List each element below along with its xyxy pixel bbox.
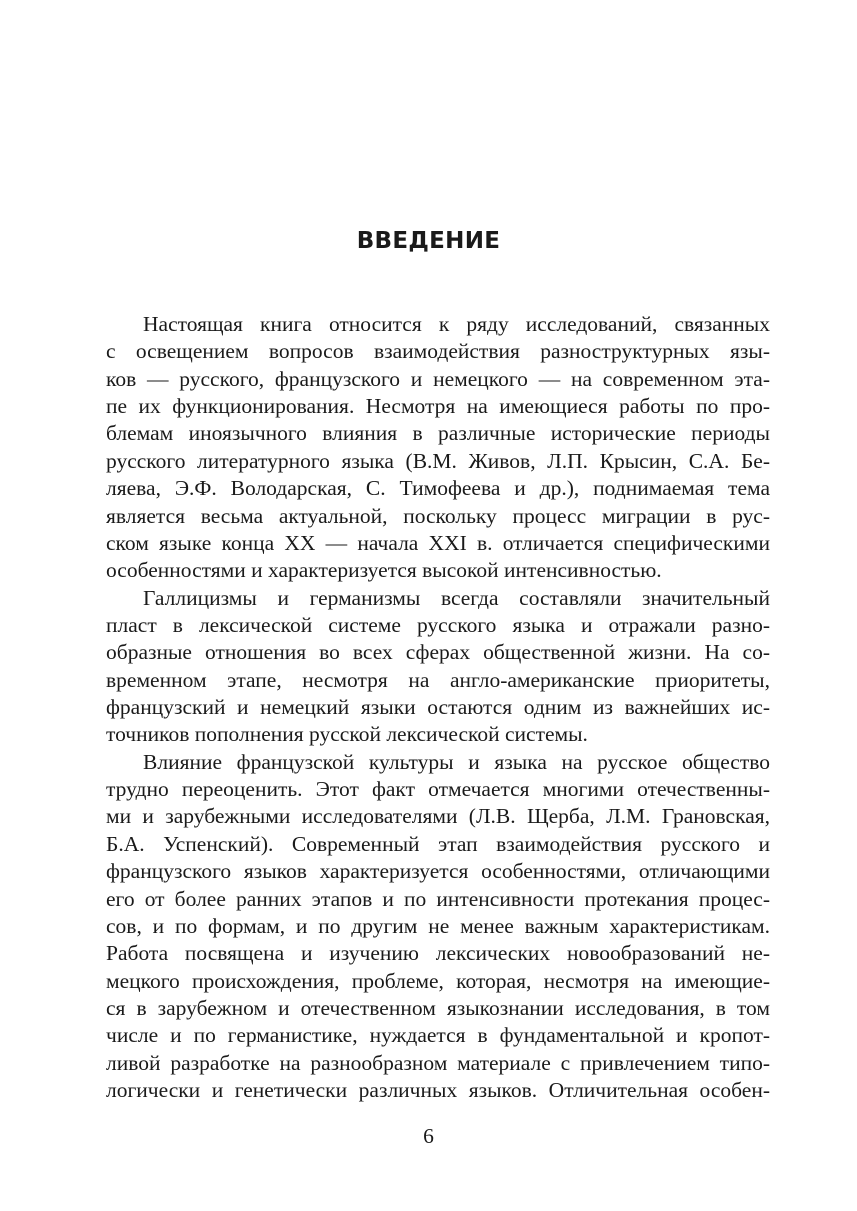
text-line: особенностями и характеризуется высокой интенсивностью. — [106, 558, 662, 583]
text-line: Б.А. Успенский). Современный этап взаимодействия русского и — [106, 831, 770, 856]
text-line: Работа посвящена и изучению лексических новообразований не- — [106, 941, 770, 966]
text-line: Влияние французской культуры и языка на русское общество — [143, 749, 770, 774]
text-line: мецкого происхождения, проблеме, которая, несмотря на имеющие- — [106, 968, 770, 993]
text-line: с освещением вопросов взаимодействия разноструктурных язы- — [106, 339, 770, 364]
text-line: ливой разработке на разнообразном материале с привлечением типо- — [106, 1050, 770, 1075]
text-line: французского языков характеризуется особенностями, отличающими — [106, 859, 770, 884]
text-line: ся в зарубежном и отечественном языкознании исследования, в том — [106, 995, 770, 1020]
text-line: русского литературного языка (В.М. Живов, Л.П. Крысин, С.А. Бе- — [106, 448, 770, 473]
text-line: блемам иноязычного влияния в различные исторические периоды — [106, 421, 770, 446]
paragraph — [106, 311, 770, 585]
text-line: логически и генетически различных языков. Отличительная особен- — [106, 1078, 770, 1103]
text-line: точников пополнения русской лексической системы. — [106, 722, 588, 747]
text-line: ков — русского, французского и немецкого — на современном эта- — [106, 366, 770, 391]
text-line: пласт в лексической системе русского языка и отражали разно- — [106, 612, 770, 637]
body-text — [106, 311, 770, 1104]
text-line: пе их функционирования. Несмотря на имеющиеся работы по про- — [106, 394, 770, 419]
text-line: Настоящая книга относится к ряду исследований, связанных — [143, 312, 770, 336]
text-line: трудно переоценить. Этот факт отмечается многими отечественны- — [106, 777, 770, 802]
text-line: ляева, Э.Ф. Володарская, С. Тимофеева и др.), поднимаемая тема — [106, 476, 770, 501]
paragraph — [106, 749, 770, 1105]
page-number: 6 — [423, 1124, 434, 1148]
text-line: французский и немецкий языки остаются одним из важнейших ис- — [106, 695, 770, 720]
text-line: образные отношения во всех сферах общественной жизни. На со- — [106, 640, 770, 665]
paragraph — [106, 585, 770, 749]
text-line: Галлицизмы и германизмы всегда составляли значительный — [143, 585, 770, 610]
text-line: является весьма актуальной, поскольку процесс миграции в рус- — [106, 503, 770, 528]
text-line: ском языке конца XX — начала XXI в. отличается специфическими — [106, 530, 770, 555]
text-line: ми и зарубежными исследователями (Л.В. Щерба, Л.М. Грановская, — [106, 804, 770, 829]
text-line: сов, и по формам, и по другим не менее важным характеристикам. — [106, 913, 770, 938]
text-line: временном этапе, несмотря на англо-американские приоритеты, — [106, 667, 770, 692]
text-line: числе и по германистике, нуждается в фундаментальной и кропот- — [106, 1023, 770, 1048]
text-line: его от более ранних этапов и по интенсивности протекания процес- — [106, 886, 770, 911]
chapter-title: ВВЕДЕНИЕ — [356, 228, 501, 254]
